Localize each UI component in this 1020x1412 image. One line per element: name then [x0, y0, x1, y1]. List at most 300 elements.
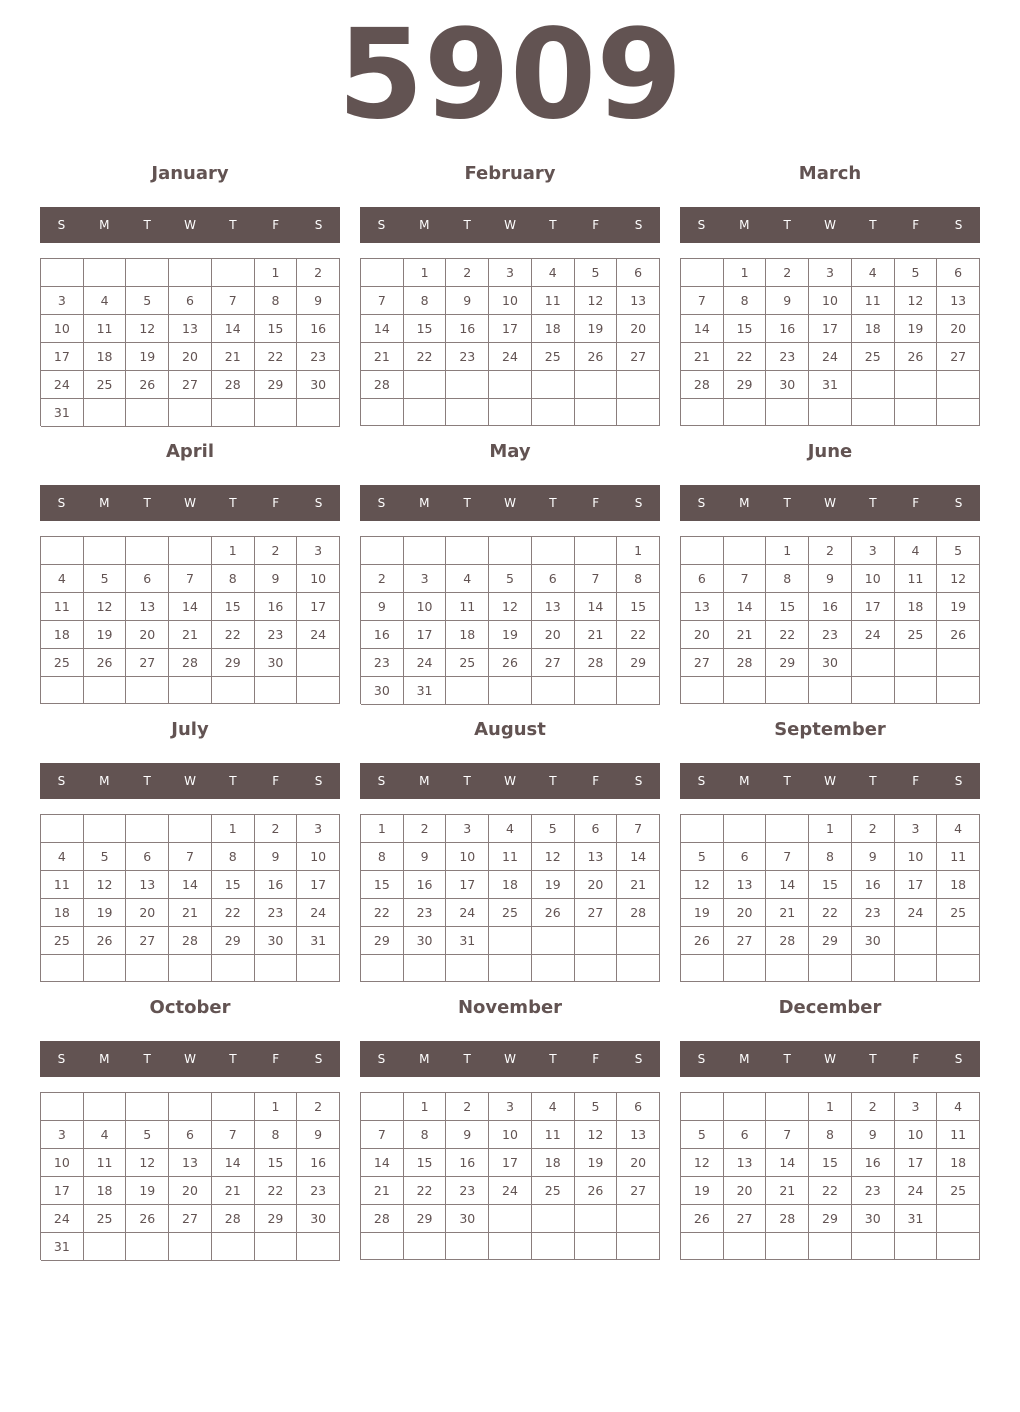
- empty-cell: [361, 537, 404, 565]
- day-cell: 5: [126, 287, 169, 315]
- day-cell: 7: [169, 565, 212, 593]
- day-cell: 21: [169, 621, 212, 649]
- empty-cell: [575, 677, 618, 705]
- day-cell: 26: [575, 343, 618, 371]
- day-cell: 10: [489, 287, 532, 315]
- day-cell: 2: [404, 815, 447, 843]
- day-cell: 6: [575, 815, 618, 843]
- day-cell: 27: [532, 649, 575, 677]
- weekday-label: S: [634, 218, 643, 232]
- day-cell: 21: [681, 343, 724, 371]
- day-cell: 15: [212, 871, 255, 899]
- month-name: April: [165, 441, 215, 462]
- day-cell: 20: [169, 343, 212, 371]
- day-cell: 4: [84, 1121, 127, 1149]
- empty-cell: [724, 399, 767, 426]
- day-cell: 25: [489, 899, 532, 927]
- empty-cell: [681, 815, 724, 843]
- empty-cell: [489, 1205, 532, 1233]
- day-cell: 7: [766, 1121, 809, 1149]
- day-cell: 9: [255, 565, 298, 593]
- empty-cell: [617, 1205, 660, 1233]
- empty-cell: [937, 955, 980, 982]
- empty-cell: [766, 399, 809, 426]
- empty-cell: [575, 1233, 618, 1260]
- day-cell: 3: [297, 537, 340, 565]
- weekday-label: T: [463, 496, 471, 510]
- weekday-label: M: [99, 1052, 110, 1066]
- empty-cell: [937, 927, 980, 955]
- day-grid: [40, 536, 340, 704]
- weekday-label: T: [783, 1052, 791, 1066]
- day-cell: 31: [404, 677, 447, 705]
- day-cell: 16: [766, 315, 809, 343]
- day-cell: 7: [681, 287, 724, 315]
- empty-cell: [489, 955, 532, 982]
- empty-cell: [895, 399, 938, 426]
- empty-cell: [126, 677, 169, 704]
- day-cell: 15: [212, 593, 255, 621]
- empty-cell: [169, 677, 212, 704]
- day-cell: 12: [575, 287, 618, 315]
- day-cell: 8: [255, 287, 298, 315]
- month-name: January: [151, 163, 229, 184]
- day-cell: 12: [681, 871, 724, 899]
- day-cell: 11: [41, 593, 84, 621]
- day-cell: 25: [446, 649, 489, 677]
- day-cell: 5: [532, 815, 575, 843]
- day-cell: 2: [852, 1093, 895, 1121]
- day-cell: 1: [361, 815, 404, 843]
- weekday-label: S: [697, 496, 706, 510]
- day-cell: 1: [404, 1093, 447, 1121]
- day-cell: 24: [297, 621, 340, 649]
- weekday-header: [360, 485, 660, 521]
- weekday-label: M: [739, 496, 750, 510]
- weekday-label: S: [314, 218, 323, 232]
- day-cell: 22: [212, 621, 255, 649]
- weekday-label: S: [314, 496, 323, 510]
- weekday-label: W: [184, 496, 196, 510]
- day-cell: 10: [41, 1149, 84, 1177]
- day-cell: 30: [255, 927, 298, 955]
- day-grid: [360, 536, 660, 704]
- weekday-header: [40, 1041, 340, 1077]
- day-cell: 6: [169, 1121, 212, 1149]
- weekday-label: T: [143, 1052, 151, 1066]
- weekday-label: F: [272, 774, 280, 788]
- day-cell: 25: [84, 371, 127, 399]
- day-cell: 16: [446, 315, 489, 343]
- day-cell: 24: [446, 899, 489, 927]
- day-cell: 18: [852, 315, 895, 343]
- empty-cell: [361, 1233, 404, 1260]
- day-cell: 13: [724, 871, 767, 899]
- day-cell: 15: [404, 1149, 447, 1177]
- weekday-label: F: [912, 774, 920, 788]
- day-cell: 16: [809, 593, 852, 621]
- day-cell: 6: [617, 1093, 660, 1121]
- empty-cell: [575, 371, 618, 399]
- empty-cell: [937, 649, 980, 677]
- day-cell: 24: [895, 899, 938, 927]
- day-cell: 6: [724, 843, 767, 871]
- day-cell: 5: [489, 565, 532, 593]
- empty-cell: [84, 399, 127, 427]
- day-cell: 10: [297, 565, 340, 593]
- day-cell: 8: [255, 1121, 298, 1149]
- empty-cell: [489, 677, 532, 705]
- weekday-header: [360, 1041, 660, 1077]
- day-cell: 30: [255, 649, 298, 677]
- weekday-label: W: [184, 774, 196, 788]
- empty-cell: [532, 677, 575, 705]
- day-cell: 29: [617, 649, 660, 677]
- empty-cell: [532, 955, 575, 982]
- empty-cell: [212, 259, 255, 287]
- empty-cell: [84, 537, 127, 565]
- weekday-header: [680, 485, 980, 521]
- weekday-label: T: [229, 1052, 237, 1066]
- day-cell: 2: [255, 537, 298, 565]
- empty-cell: [937, 677, 980, 704]
- day-cell: 13: [724, 1149, 767, 1177]
- day-cell: 31: [41, 1233, 84, 1261]
- empty-cell: [575, 399, 618, 426]
- day-cell: 11: [532, 1121, 575, 1149]
- day-cell: 24: [404, 649, 447, 677]
- weekday-label: T: [143, 218, 151, 232]
- day-cell: 8: [404, 287, 447, 315]
- day-cell: 30: [852, 927, 895, 955]
- empty-cell: [404, 399, 447, 426]
- empty-cell: [575, 955, 618, 982]
- weekday-header: [40, 207, 340, 243]
- weekday-label: T: [143, 496, 151, 510]
- day-cell: 17: [895, 871, 938, 899]
- day-cell: 21: [575, 621, 618, 649]
- day-cell: 3: [809, 259, 852, 287]
- day-cell: 8: [212, 565, 255, 593]
- day-cell: 1: [724, 259, 767, 287]
- day-cell: 21: [766, 1177, 809, 1205]
- day-cell: 11: [84, 1149, 127, 1177]
- weekday-label: W: [504, 1052, 516, 1066]
- empty-cell: [446, 371, 489, 399]
- empty-cell: [446, 399, 489, 426]
- day-cell: 11: [895, 565, 938, 593]
- month-name: December: [778, 997, 882, 1018]
- weekday-header: [40, 485, 340, 521]
- day-cell: 18: [937, 1149, 980, 1177]
- empty-cell: [617, 1233, 660, 1260]
- weekday-label: F: [912, 218, 920, 232]
- day-cell: 7: [724, 565, 767, 593]
- weekday-label: T: [869, 1052, 877, 1066]
- day-cell: 4: [532, 1093, 575, 1121]
- day-cell: 19: [575, 1149, 618, 1177]
- day-cell: 27: [617, 343, 660, 371]
- empty-cell: [766, 677, 809, 704]
- weekday-label: T: [783, 496, 791, 510]
- day-cell: 20: [937, 315, 980, 343]
- empty-cell: [617, 677, 660, 705]
- empty-cell: [489, 1233, 532, 1260]
- day-cell: 9: [809, 565, 852, 593]
- day-cell: 21: [766, 899, 809, 927]
- day-cell: 27: [126, 649, 169, 677]
- day-cell: 16: [446, 1149, 489, 1177]
- weekday-label: T: [869, 218, 877, 232]
- day-cell: 23: [255, 621, 298, 649]
- day-cell: 18: [84, 343, 127, 371]
- day-grid: [40, 1092, 340, 1260]
- day-cell: 23: [297, 343, 340, 371]
- day-cell: 17: [489, 1149, 532, 1177]
- day-cell: 26: [126, 371, 169, 399]
- day-cell: 20: [126, 899, 169, 927]
- day-cell: 25: [895, 621, 938, 649]
- day-cell: 1: [212, 537, 255, 565]
- empty-cell: [532, 537, 575, 565]
- day-cell: 12: [937, 565, 980, 593]
- day-cell: 23: [809, 621, 852, 649]
- day-cell: 5: [681, 843, 724, 871]
- weekday-label: W: [504, 218, 516, 232]
- day-grid: [680, 1092, 980, 1260]
- weekday-label: T: [549, 496, 557, 510]
- day-cell: 12: [489, 593, 532, 621]
- day-cell: 22: [404, 343, 447, 371]
- day-cell: 7: [575, 565, 618, 593]
- day-cell: 26: [489, 649, 532, 677]
- weekday-label: M: [419, 496, 430, 510]
- day-cell: 23: [255, 899, 298, 927]
- day-cell: 22: [212, 899, 255, 927]
- day-cell: 3: [41, 1121, 84, 1149]
- empty-cell: [809, 399, 852, 426]
- empty-cell: [852, 677, 895, 704]
- empty-cell: [724, 1093, 767, 1121]
- day-cell: 13: [937, 287, 980, 315]
- day-cell: 28: [617, 899, 660, 927]
- day-cell: 26: [681, 1205, 724, 1233]
- day-cell: 6: [617, 259, 660, 287]
- day-cell: 16: [297, 1149, 340, 1177]
- day-cell: 14: [212, 315, 255, 343]
- day-cell: 22: [404, 1177, 447, 1205]
- day-cell: 23: [852, 899, 895, 927]
- weekday-header: [360, 763, 660, 799]
- day-cell: 17: [41, 1177, 84, 1205]
- empty-cell: [617, 955, 660, 982]
- day-cell: 23: [446, 1177, 489, 1205]
- month-name: June: [807, 441, 853, 462]
- day-cell: 27: [575, 899, 618, 927]
- day-cell: 19: [84, 621, 127, 649]
- day-cell: 2: [361, 565, 404, 593]
- empty-cell: [41, 259, 84, 287]
- day-cell: 29: [212, 927, 255, 955]
- empty-cell: [617, 927, 660, 955]
- empty-cell: [937, 1233, 980, 1260]
- day-cell: 3: [489, 259, 532, 287]
- day-cell: 10: [404, 593, 447, 621]
- month-name: July: [171, 719, 209, 740]
- day-cell: 25: [41, 649, 84, 677]
- empty-cell: [169, 399, 212, 427]
- day-cell: 14: [766, 1149, 809, 1177]
- day-cell: 16: [404, 871, 447, 899]
- day-cell: 12: [84, 593, 127, 621]
- day-cell: 14: [724, 593, 767, 621]
- day-cell: 13: [126, 871, 169, 899]
- day-cell: 27: [724, 1205, 767, 1233]
- day-cell: 9: [446, 287, 489, 315]
- day-cell: 1: [404, 259, 447, 287]
- empty-cell: [255, 399, 298, 427]
- empty-cell: [126, 399, 169, 427]
- day-cell: 26: [937, 621, 980, 649]
- weekday-label: S: [697, 774, 706, 788]
- day-cell: 31: [446, 927, 489, 955]
- day-grid: [680, 258, 980, 426]
- empty-cell: [809, 1233, 852, 1260]
- day-cell: 11: [489, 843, 532, 871]
- day-cell: 9: [766, 287, 809, 315]
- day-cell: 14: [766, 871, 809, 899]
- day-cell: 9: [297, 287, 340, 315]
- empty-cell: [895, 371, 938, 399]
- empty-cell: [532, 371, 575, 399]
- day-cell: 29: [766, 649, 809, 677]
- day-cell: 12: [126, 1149, 169, 1177]
- empty-cell: [681, 1233, 724, 1260]
- empty-cell: [361, 259, 404, 287]
- weekday-label: M: [739, 774, 750, 788]
- day-cell: 24: [852, 621, 895, 649]
- day-cell: 9: [446, 1121, 489, 1149]
- day-cell: 20: [169, 1177, 212, 1205]
- empty-cell: [681, 677, 724, 704]
- weekday-label: S: [697, 1052, 706, 1066]
- empty-cell: [724, 955, 767, 982]
- day-cell: 25: [852, 343, 895, 371]
- day-cell: 18: [489, 871, 532, 899]
- day-cell: 2: [809, 537, 852, 565]
- day-cell: 17: [895, 1149, 938, 1177]
- weekday-label: T: [783, 218, 791, 232]
- weekday-label: F: [272, 218, 280, 232]
- day-cell: 6: [937, 259, 980, 287]
- empty-cell: [489, 371, 532, 399]
- weekday-label: T: [229, 496, 237, 510]
- weekday-label: T: [783, 774, 791, 788]
- empty-cell: [361, 399, 404, 426]
- day-cell: 4: [489, 815, 532, 843]
- day-cell: 15: [255, 315, 298, 343]
- day-cell: 17: [297, 593, 340, 621]
- day-cell: 1: [766, 537, 809, 565]
- empty-cell: [575, 1205, 618, 1233]
- day-cell: 18: [937, 871, 980, 899]
- weekday-label: T: [869, 496, 877, 510]
- empty-cell: [681, 955, 724, 982]
- day-cell: 27: [724, 927, 767, 955]
- empty-cell: [84, 259, 127, 287]
- day-cell: 1: [617, 537, 660, 565]
- day-cell: 12: [84, 871, 127, 899]
- empty-cell: [766, 1093, 809, 1121]
- day-cell: 23: [361, 649, 404, 677]
- empty-cell: [126, 955, 169, 982]
- day-cell: 2: [852, 815, 895, 843]
- weekday-label: S: [377, 218, 386, 232]
- weekday-label: F: [912, 496, 920, 510]
- empty-cell: [41, 955, 84, 982]
- day-cell: 5: [937, 537, 980, 565]
- weekday-label: W: [184, 218, 196, 232]
- day-grid: [680, 536, 980, 704]
- day-cell: 8: [809, 843, 852, 871]
- day-cell: 30: [297, 371, 340, 399]
- empty-cell: [404, 1233, 447, 1260]
- empty-cell: [681, 399, 724, 426]
- day-cell: 13: [575, 843, 618, 871]
- day-cell: 30: [809, 649, 852, 677]
- day-cell: 3: [41, 287, 84, 315]
- day-cell: 18: [41, 621, 84, 649]
- day-cell: 16: [361, 621, 404, 649]
- day-cell: 29: [212, 649, 255, 677]
- empty-cell: [404, 537, 447, 565]
- empty-cell: [937, 1205, 980, 1233]
- day-cell: 10: [809, 287, 852, 315]
- day-cell: 22: [809, 1177, 852, 1205]
- day-cell: 19: [681, 1177, 724, 1205]
- day-cell: 3: [895, 815, 938, 843]
- day-cell: 19: [126, 343, 169, 371]
- day-cell: 9: [255, 843, 298, 871]
- day-cell: 17: [404, 621, 447, 649]
- day-cell: 23: [446, 343, 489, 371]
- day-cell: 28: [361, 371, 404, 399]
- empty-cell: [895, 927, 938, 955]
- day-cell: 9: [404, 843, 447, 871]
- weekday-label: S: [377, 774, 386, 788]
- day-cell: 21: [169, 899, 212, 927]
- day-cell: 6: [169, 287, 212, 315]
- day-cell: 10: [41, 315, 84, 343]
- day-cell: 22: [255, 343, 298, 371]
- weekday-label: S: [57, 1052, 66, 1066]
- weekday-label: T: [143, 774, 151, 788]
- day-cell: 10: [852, 565, 895, 593]
- empty-cell: [212, 677, 255, 704]
- day-cell: 24: [489, 343, 532, 371]
- empty-cell: [446, 1233, 489, 1260]
- day-cell: 4: [937, 1093, 980, 1121]
- day-cell: 7: [766, 843, 809, 871]
- weekday-label: W: [824, 774, 836, 788]
- day-cell: 15: [404, 315, 447, 343]
- day-cell: 6: [681, 565, 724, 593]
- empty-cell: [169, 259, 212, 287]
- day-cell: 28: [681, 371, 724, 399]
- weekday-label: M: [99, 496, 110, 510]
- day-cell: 21: [617, 871, 660, 899]
- empty-cell: [255, 677, 298, 704]
